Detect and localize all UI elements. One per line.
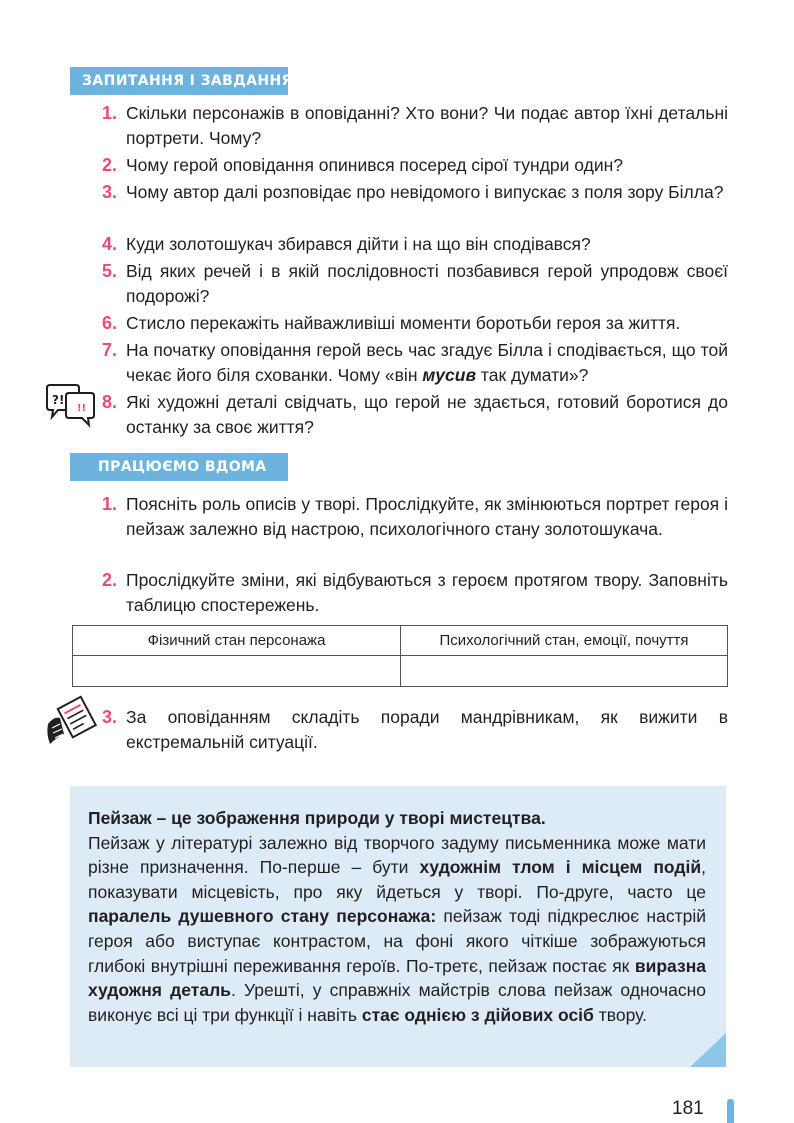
question-item xyxy=(104,390,728,439)
discuss-glyph: ?! xyxy=(52,393,65,407)
question-text-part: На початку оповідання герой весь час згадує Білла і сподівається, що той чекає його біля схованки. Чому «він xyxy=(126,340,728,385)
definition-text: пейзаж тоді підкреслює настрій героя або виступає контрастом, на фоні якого чіткіше зображуються глибокі внутрішні переживання героїв. По-третє, пейзаж постає як xyxy=(88,906,706,976)
homework-text: Прослідкуйте зміни, які відбуваються з героєм протягом твору. Заповніть таблицю спостережень. xyxy=(126,570,728,615)
question-number: 5. xyxy=(102,261,118,281)
definition-text: , показувати місцевість, про яку йдеться у творі. По-друге, часто це xyxy=(88,857,706,902)
question-number: 3. xyxy=(102,182,118,202)
homework-item xyxy=(104,568,728,617)
homework-item xyxy=(104,492,728,541)
table-cell-empty xyxy=(401,656,728,687)
question-number: 8. xyxy=(102,392,118,412)
question-text: Стисло перекажіть найважливіші моменти боротьби героя за життя. xyxy=(126,313,681,333)
question-text xyxy=(104,338,728,387)
discuss-glyph-accent: !! xyxy=(77,403,87,414)
homework-number: 2. xyxy=(102,570,118,590)
page-fold-corner xyxy=(690,1033,726,1067)
question-text: Які художні деталі свідчать, що герой не здається, готовий боротися до останку за своє життя? xyxy=(126,392,728,437)
homework-text: За оповіданням складіть поради мандрівникам, як вижити в екстремальній ситуації. xyxy=(126,707,728,752)
question-text: Чому автор далі розповідає про невідомого і випускає з поля зору Білла? xyxy=(126,182,724,202)
table-header-physical: Фізичний стан персонажа xyxy=(73,626,401,656)
table-cell-empty xyxy=(73,656,401,687)
definition-emphasis: виразна художня деталь xyxy=(88,955,706,1001)
emphasized-word: мусив xyxy=(422,364,477,385)
question-text: Від яких речей і в якій послідовності позбавився герой упродовж своєї подорожі? xyxy=(126,261,728,306)
definition-title: Пейзаж – це зображення природи у творі мистецтва. xyxy=(88,808,546,828)
question-text: Скільки персонажів в оповіданні? Хто вони? Чи подає автор їхні детальні портрети. Чому? xyxy=(126,103,728,148)
definition-text: твору. xyxy=(593,1004,647,1025)
definition-box xyxy=(70,786,726,1067)
question-number: 2. xyxy=(102,155,118,175)
question-item xyxy=(104,338,728,387)
table-header-row xyxy=(73,626,728,656)
section-banner-homework: ПРАЦЮЄМО ВДОМА xyxy=(70,453,288,481)
writing-task-icon xyxy=(44,694,100,750)
homework-item xyxy=(104,705,728,754)
question-text: Чому герой оповідання опинився посеред сірої тундри один? xyxy=(126,155,624,175)
homework-text: Поясніть роль описів у творі. Прослідкуйте, як змінюються портрет героя і пейзаж залежно від настрою, психологічного стану золотошукача. xyxy=(126,494,728,539)
definition-emphasis: стає однією з дійових осіб xyxy=(361,1004,594,1025)
question-item xyxy=(104,180,728,205)
table-header-psychological: Психологічний стан, емоції, почуття xyxy=(401,626,728,656)
question-item xyxy=(104,153,728,178)
question-number: 7. xyxy=(102,340,118,360)
page-number: 181 xyxy=(672,1098,704,1119)
question-number: 1. xyxy=(102,103,118,123)
definition-body xyxy=(88,831,706,1028)
definition-text: Пейзаж у літературі залежно від творчого задуму письменника може мати різне призначення. По-перше – бути xyxy=(88,832,706,878)
question-text-part: так думати»? xyxy=(476,364,589,385)
homework-number: 1. xyxy=(102,494,118,514)
table-row xyxy=(73,656,728,687)
question-item xyxy=(104,311,728,336)
observation-table xyxy=(72,625,728,687)
definition-text: . Урешті, у справжніх майстрів слова пейзаж одночасно виконує всі ці три функції і навіть xyxy=(88,980,706,1025)
question-number: 6. xyxy=(102,313,118,333)
homework-number: 3. xyxy=(102,707,118,727)
section-banner-questions: ЗАПИТАННЯ І ЗАВДАННЯ xyxy=(70,67,288,95)
question-text: Куди золотошукач збирався дійти і на що він сподівався? xyxy=(126,234,591,254)
definition-emphasis: художнім тлом і місцем подій xyxy=(419,857,702,878)
question-item xyxy=(104,259,728,308)
question-number: 4. xyxy=(102,234,118,254)
question-item xyxy=(104,232,728,257)
discussion-bubbles-icon xyxy=(44,382,96,432)
question-item xyxy=(104,101,728,150)
definition-emphasis: паралель душевного стану персонажа: xyxy=(88,906,437,927)
page-marker xyxy=(727,1099,734,1123)
